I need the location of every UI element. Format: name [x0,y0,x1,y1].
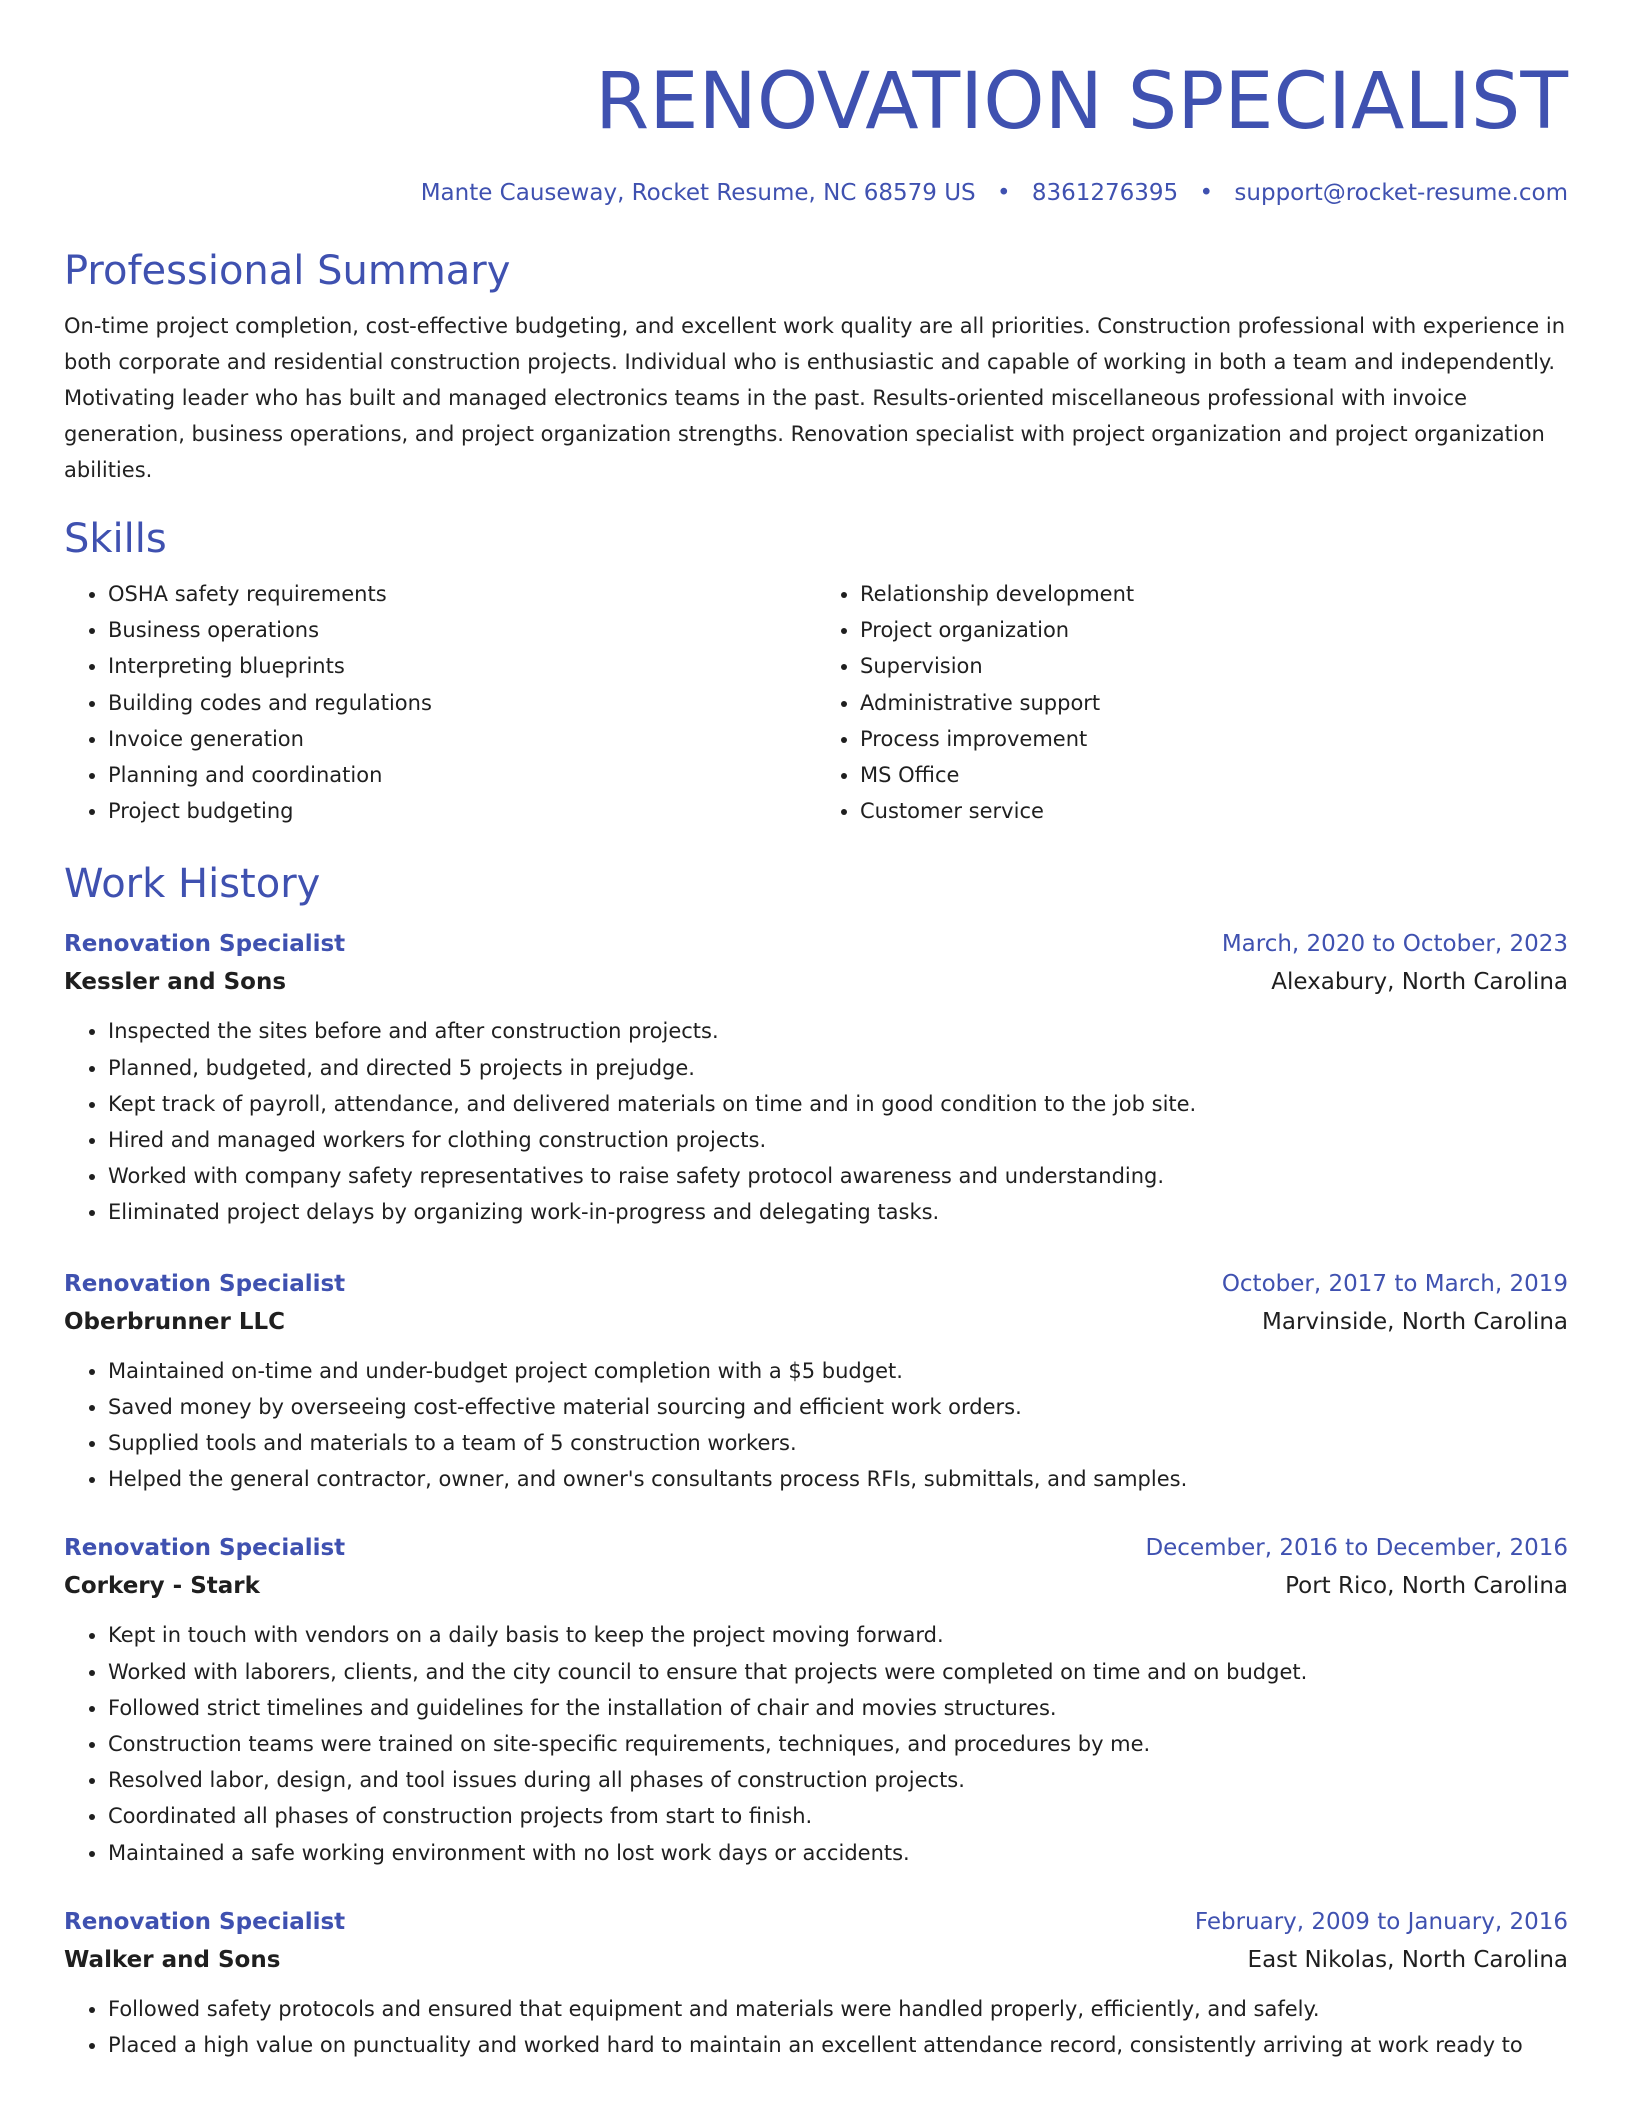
job-role: Renovation Specialist [64,1270,346,1297]
duty-item: • Followed safety protocols and ensured that equipment and materials were handled properly, efficiently, and safely. [108,1991,1568,2027]
skill-item: • MS Office [860,757,1568,793]
contact-separator: • [1199,180,1214,206]
skill-item: • Planning and coordination [108,757,816,793]
duty-item: • Resolved labor, design, and tool issues during all phases of construction projects. [108,1762,1568,1798]
resume-page [64,0,1568,2063]
job-dates: December, 2016 to December, 2016 [1145,1535,1568,1562]
duty-item: • Eliminated project delays by organizing work-in-progress and delegating tasks. [108,1194,1568,1230]
skill-item: • Business operations [108,612,816,648]
skill-item: • Relationship development [860,576,1568,612]
skills-heading: Skills [64,516,167,562]
skill-item: • Supervision [860,648,1568,684]
job-role: Renovation Specialist [64,931,346,958]
skill-item: • Building codes and regulations [108,685,816,721]
skill-item: • Interpreting blueprints [108,648,816,684]
contact-line [64,178,1568,208]
skill-item: • Customer service [860,793,1568,829]
skill-item: • Process improvement [860,721,1568,757]
job-subheader [64,963,1568,1001]
duty-item: • Saved money by overseeing cost-effective material sourcing and efficient work orders. [108,1389,1568,1425]
job-subheader [64,1941,1568,1979]
job-location: Marvinside, North Carolina [1262,1308,1568,1335]
duty-item: • Helped the general contractor, owner, and owner's consultants process RFIs, submittals, and samples. [108,1461,1568,1497]
job-entry [64,925,1568,1230]
duty-item: • Kept in touch with vendors on a daily basis to keep the project moving forward. [108,1617,1568,1653]
job-duties [64,1353,1568,1498]
contact-email[interactable]: support@rocket-resume.com [1234,180,1568,206]
duty-item: • Worked with company safety representatives to raise safety protocol awareness and understanding. [108,1158,1568,1194]
job-company: Walker and Sons [64,1946,281,1973]
skill-item: • Invoice generation [108,721,816,757]
job-dates: February, 2009 to January, 2016 [1194,1908,1568,1935]
duty-item: • Inspected the sites before and after construction projects. [108,1013,1568,1049]
skill-item: • Project organization [860,612,1568,648]
job-entry [64,1903,1568,2063]
job-role: Renovation Specialist [64,1908,346,1935]
job-company: Corkery - Stark [64,1573,260,1600]
duty-item: • Kept track of payroll, attendance, and delivered materials on time and in good condition to the job site. [108,1086,1568,1122]
job-entry [64,1529,1568,1870]
job-dates: March, 2020 to October, 2023 [1221,931,1568,958]
job-subheader [64,1303,1568,1341]
candidate-title: RENOVATION SPECIALIST [595,57,1568,147]
duty-item: • Coordinated all phases of construction projects from start to finish. [108,1798,1568,1834]
job-duties [64,1013,1568,1230]
job-company: Oberbrunner LLC [64,1308,286,1335]
duty-item: • Maintained a safe working environment with no lost work days or accidents. [108,1835,1568,1871]
job-entry [64,1265,1568,1498]
contact-phone: 8361276395 [1031,180,1179,206]
skill-item: • Project budgeting [108,793,816,829]
contact-address: Mante Causeway, Rocket Resume, NC 68579 US [420,180,976,206]
duty-item: • Placed a high value on punctuality and worked hard to maintain an excellent attendance record, consistently arriving at work ready to [108,2027,1568,2063]
job-header [64,1265,1568,1303]
skills-column-left [64,576,816,829]
duty-item: • Worked with laborers, clients, and the city council to ensure that projects were completed on time and on budget. [108,1654,1568,1690]
duty-item: • Hired and managed workers for clothing construction projects. [108,1122,1568,1158]
job-company: Kessler and Sons [64,969,287,996]
duty-item: • Followed strict timelines and guidelines for the installation of chair and movies structures. [108,1690,1568,1726]
skill-item: • Administrative support [860,685,1568,721]
duty-item: • Maintained on-time and under-budget project completion with a $5 budget. [108,1353,1568,1389]
job-role: Renovation Specialist [64,1535,346,1562]
summary-heading: Professional Summary [64,248,511,294]
duty-item: • Planned, budgeted, and directed 5 projects in prejudge. [108,1050,1568,1086]
job-location: East Nikolas, North Carolina [1247,1946,1568,1973]
job-duties [64,1991,1568,2063]
job-location: Alexabury, North Carolina [1271,969,1568,996]
skill-item: • OSHA safety requirements [108,576,816,612]
work-history-heading: Work History [64,861,321,908]
skills-grid [64,576,1568,829]
job-header [64,1903,1568,1941]
job-duties [64,1617,1568,1870]
job-header [64,925,1568,963]
duty-item: • Supplied tools and materials to a team of 5 construction workers. [108,1425,1568,1461]
summary-text: On-time project completion, cost-effective budgeting, and excellent work quality are all priorities. Construction professional with experience in both corporate and residential construction projects. Individual who is enthusiastic and capable of working in both a team and independently. Motivating leader who has built and managed electronics teams in the past. Results-oriented miscellaneous professional with invoice generation, business operations, and project organization strengths. Renovation specialist with project organization and project organization abilities. [64,314,1566,482]
duty-item: • Construction teams were trained on site-specific requirements, techniques, and procedures by me. [108,1726,1568,1762]
skills-column-right [816,576,1568,829]
job-location: Port Rico, North Carolina [1285,1573,1568,1600]
job-dates: October, 2017 to March, 2019 [1221,1270,1568,1297]
job-header [64,1529,1568,1567]
job-subheader [64,1567,1568,1605]
contact-separator: • [996,180,1011,206]
